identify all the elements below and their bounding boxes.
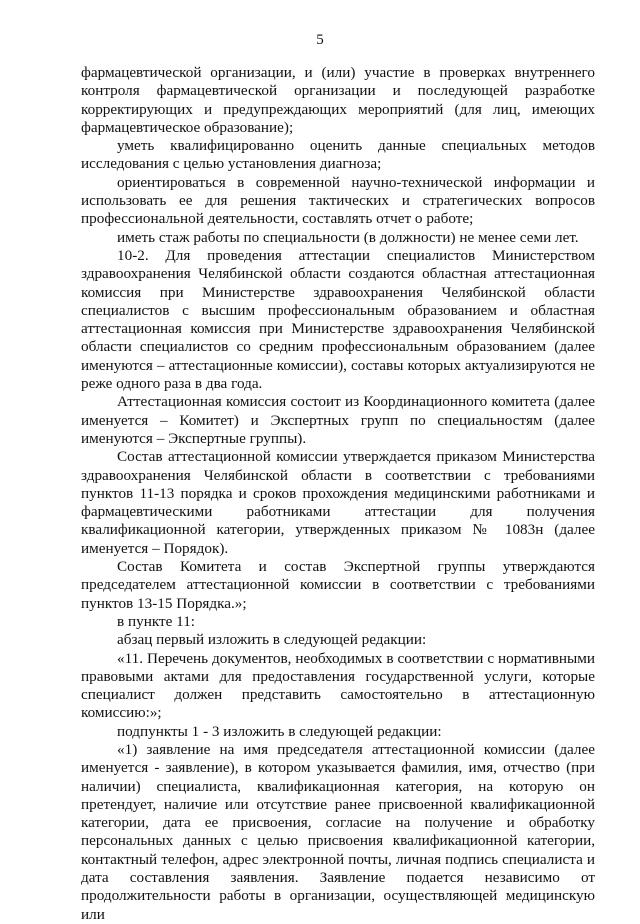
body-paragraph: в пункте 11:	[117, 612, 196, 630]
body-paragraph: Состав аттестационной комиссии утверждается приказом Министерства здравоохранения Челябинской области в соответствии с требованиями пунктов 11-13 порядка и сроков прохождения медицинскими работниками и фармацевтическими работниками аттестации для получения квалификационной категории, утвержденных приказом № 1083н (далее именуется – Порядок).	[81, 448, 595, 557]
body-paragraph: Состав Комитета и состав Экспертной группы утверждаются председателем аттестационной комиссии в соответствии с требованиями пунктов 13-15 Порядка.»;	[81, 558, 595, 612]
body-paragraph: 10-2. Для проведения аттестации специалистов Министерством здравоохранения Челябинской области создаются областная аттестационная комиссия при Министерстве здравоохранения Челябинской области специалистов с высшим профессиональным образованием и областная аттестационная комиссия при Министерстве здравоохранения Челябинской области специалистов со средним профессиональным образованием (далее именуются – аттестационные комиссии), составы которых актуализируются не реже одного раза в два года.	[81, 246, 595, 393]
body-paragraph: ориентироваться в современной научно-технической информации и использовать ее для решения тактических и стратегических вопросов профессиональной деятельности, составлять отчет о работе;	[81, 173, 595, 228]
body-paragraph: абзац первый изложить в следующей редакции:	[117, 631, 427, 649]
document-body	[81, 64, 595, 924]
body-paragraph: иметь стаж работы по специальности (в должности) не менее семи лет.	[117, 228, 579, 246]
body-paragraph: «11. Перечень документов, необходимых в соответствии с нормативными правовыми актами для предоставления государственной услуги, которые специалист должен представить самостоятельно в аттестационную комиссию:»;	[81, 649, 595, 722]
body-paragraph: фармацевтической организации, и (или) участие в проверках внутреннего контроля фармацевтической организации и последующей разработке корректирующих и предупреждающих мероприятий (для лиц, имеющих фармацевтическое образование);	[81, 64, 595, 136]
body-paragraph: уметь квалифицированно оценить данные специальных методов исследования с целью установления диагноза;	[81, 137, 595, 173]
page-number: 5	[316, 32, 324, 48]
body-paragraph: Аттестационная комиссия состоит из Координационного комитета (далее именуется – Комитет) и Экспертных групп по специальностям (далее именуются – Экспертные группы).	[81, 393, 595, 447]
body-paragraph: «1) заявление на имя председателя аттестационной комиссии (далее именуется - заявление), в котором указывается фамилия, имя, отчество (при наличии) специалиста, квалификационная категория, на которую он претендует, наличие или отсутствие ранее присвоенной квалификационной категории, дата ее присвоения, согласие на получение и обработку персональных данных с целью присвоения квалификационной категории, контактный телефон, адрес электронной почты, личная подпись специалиста и дата составления заявления. Заявление подается независимо от продолжительности работы в организации, осуществляющей медицинскую или	[81, 740, 595, 923]
body-paragraph: подпункты 1 - 3 изложить в следующей редакции:	[117, 722, 442, 740]
